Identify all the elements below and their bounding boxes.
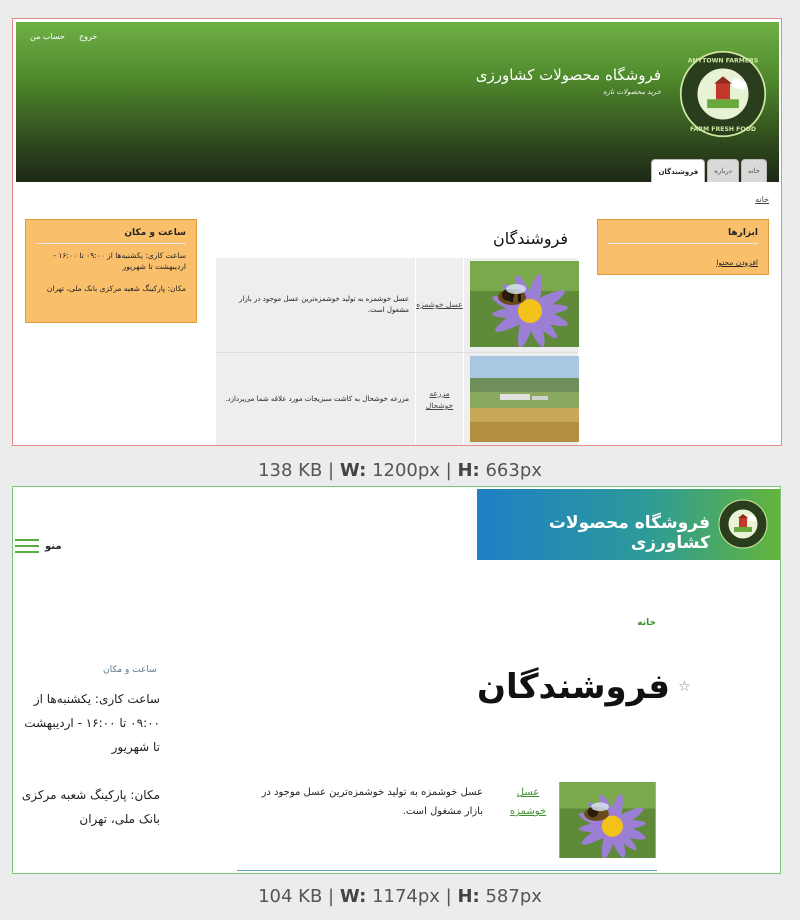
vendor-description-cell bbox=[216, 258, 415, 352]
width-value: 1200px bbox=[372, 460, 440, 481]
vendor-name-cell bbox=[415, 353, 464, 446]
divider bbox=[237, 870, 657, 871]
page-title-row bbox=[477, 667, 691, 707]
svg-text:FARM FRESH FOOD: FARM FRESH FOOD bbox=[690, 125, 756, 133]
menu-label: منو bbox=[45, 540, 62, 552]
height-value: 587px bbox=[485, 886, 542, 907]
site-title[interactable]: فروشگاه محصولات کشاورزی bbox=[475, 66, 661, 84]
vendor-image-cell bbox=[464, 353, 578, 446]
screenshot-responsive-theme bbox=[12, 486, 781, 874]
hours-text: ساعت کاری: یکشنبه‌ها از ۰۹:۰۰ تا ۱۶:۰۰ - اردیبهشت تا شهریور bbox=[24, 692, 160, 754]
width-label: W: bbox=[339, 460, 367, 481]
user-links bbox=[30, 32, 97, 41]
my-account-link[interactable]: حساب من bbox=[30, 32, 65, 41]
menu-toggle-button[interactable] bbox=[15, 539, 62, 553]
star-outline-icon[interactable]: ☆ bbox=[678, 679, 691, 695]
vendor-name-link[interactable]: عسل خوشمزه bbox=[416, 300, 463, 309]
table-row bbox=[216, 258, 578, 353]
vendor-description: عسل خوشمزه به تولید خوشمزه‌ترین عسل موجود در بازار مشغول است. bbox=[261, 787, 483, 817]
tools-title: ابزارها bbox=[608, 228, 758, 244]
screenshot-info-caption: 138 KB | W: 1200px | H: 663px bbox=[258, 460, 542, 481]
site-header bbox=[16, 22, 779, 182]
height-value: 663px bbox=[485, 460, 542, 481]
primary-tabs bbox=[651, 159, 767, 182]
hamburger-icon bbox=[15, 539, 39, 553]
bee-on-flower-image[interactable] bbox=[470, 261, 579, 347]
site-slogan: خرید محصولات تازه bbox=[603, 88, 661, 96]
tab-about[interactable]: درباره bbox=[707, 159, 739, 182]
page-title: فروشندگان bbox=[493, 229, 569, 248]
width-value: 1174px bbox=[372, 886, 440, 907]
site-banner bbox=[477, 489, 780, 560]
hours-title: ساعت و مکان bbox=[36, 228, 186, 244]
vendor-name-cell bbox=[415, 258, 464, 352]
height-label: H: bbox=[457, 886, 480, 907]
farmers-market-logo[interactable] bbox=[718, 499, 768, 549]
screenshot-desktop-theme bbox=[12, 18, 782, 446]
breadcrumb[interactable]: خانه bbox=[637, 618, 656, 628]
width-label: W: bbox=[339, 886, 367, 907]
logout-link[interactable]: خروج bbox=[78, 32, 98, 41]
site-title[interactable]: فروشگاه محصولات کشاورزی bbox=[548, 513, 710, 553]
vendor-name-link[interactable]: عسل خوشمزه bbox=[509, 787, 547, 817]
farm-field-image[interactable] bbox=[470, 356, 579, 442]
hours-block bbox=[25, 219, 197, 323]
file-size: 104 KB bbox=[258, 886, 323, 907]
tab-vendors[interactable]: فروشندگان bbox=[651, 159, 705, 182]
height-label: H: bbox=[457, 460, 480, 481]
table-row bbox=[216, 353, 578, 446]
vendors-table bbox=[216, 258, 578, 446]
hours-title: ساعت و مکان bbox=[103, 665, 157, 675]
location-text: مکان: پارکینگ شعبه مرکزی بانک ملی، تهران bbox=[21, 788, 160, 826]
tools-block bbox=[597, 219, 769, 275]
file-size: 138 KB bbox=[258, 460, 323, 481]
vendor-image-cell bbox=[464, 258, 578, 352]
vendor-name-link[interactable]: مزرعه خوشحال bbox=[425, 389, 454, 410]
vendor-description-cell bbox=[216, 353, 415, 446]
location-text: مکان: پارکینگ شعبه مرکزی بانک ملی، تهران bbox=[46, 283, 186, 293]
vendor-description: عسل خوشمزه به تولید خوشمزه‌ترین عسل موجود در بازار مشغول است. bbox=[239, 294, 409, 314]
vendor-description: مزرعه خوشحال به کاشت سبزیجات مورد علاقه شما می‌پردازد. bbox=[225, 395, 409, 404]
add-content-link[interactable]: افزودن محتوا bbox=[716, 258, 758, 267]
breadcrumb[interactable]: خانه bbox=[755, 195, 769, 204]
svg-text:ANYTOWN FARMERS: ANYTOWN FARMERS bbox=[687, 57, 759, 65]
farmers-market-logo[interactable] bbox=[679, 50, 767, 138]
tab-home[interactable]: خانه bbox=[741, 159, 767, 182]
page-title: فروشندگان bbox=[477, 667, 671, 707]
screenshot-info-caption: 104 KB | W: 1174px | H: 587px bbox=[258, 886, 542, 907]
bee-on-flower-image[interactable] bbox=[559, 782, 656, 858]
hours-text: ساعت کاری: یکشنبه‌ها از ۰۹:۰۰ تا ۱۶:۰۰ - اردیبهشت تا شهریور bbox=[53, 251, 186, 272]
